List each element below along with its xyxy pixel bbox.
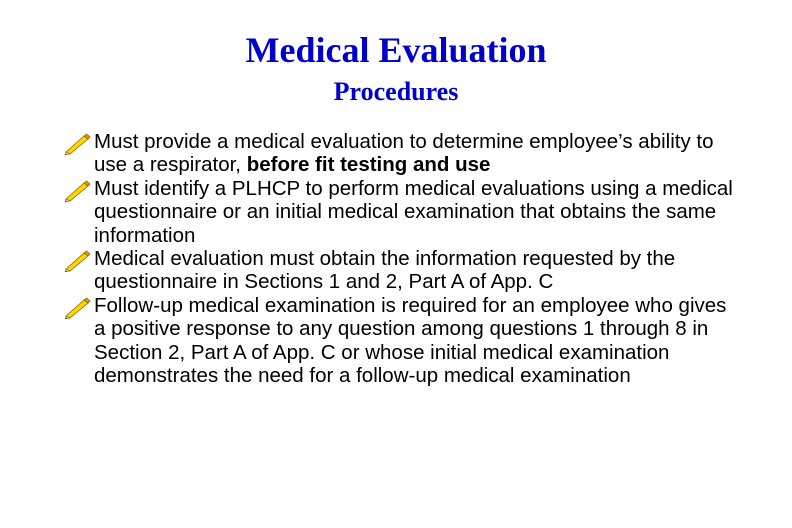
slide-title: Medical Evaluation — [245, 30, 547, 70]
pencil-icon — [62, 133, 92, 155]
subtitle-text: Procedures — [333, 77, 459, 106]
bullet-text: Medical evaluation must obtain the information requested by the questionnaire in Sections 1 and 2, Part A of App. C — [94, 247, 676, 294]
bullet-item — [62, 247, 742, 294]
bullet-emphasis: before fit testing and use — [246, 153, 491, 177]
bullet-item — [62, 177, 742, 247]
bullet-item — [62, 130, 742, 177]
bullet-text: Must provide a medical evaluation to determine employee’s ability to use a respirator, — [94, 130, 714, 177]
bullet-list — [62, 130, 742, 387]
bullet-text: Follow-up medical examination is required for an employee who gives a positive response to any question among questions 1 through 8 in Section 2, Part A of App. C or whose initial medical examination demonstrates the need for a follow-up medical examination — [94, 293, 727, 388]
bullet-item — [62, 294, 742, 388]
pencil-icon — [62, 180, 92, 202]
pencil-icon — [62, 297, 92, 319]
pencil-icon — [62, 250, 92, 272]
bullet-text: Must identify a PLHCP to perform medical evaluations using a medical questionnaire or an initial medical examination that obtains the same information — [94, 176, 733, 247]
slide-subtitle — [0, 76, 792, 108]
